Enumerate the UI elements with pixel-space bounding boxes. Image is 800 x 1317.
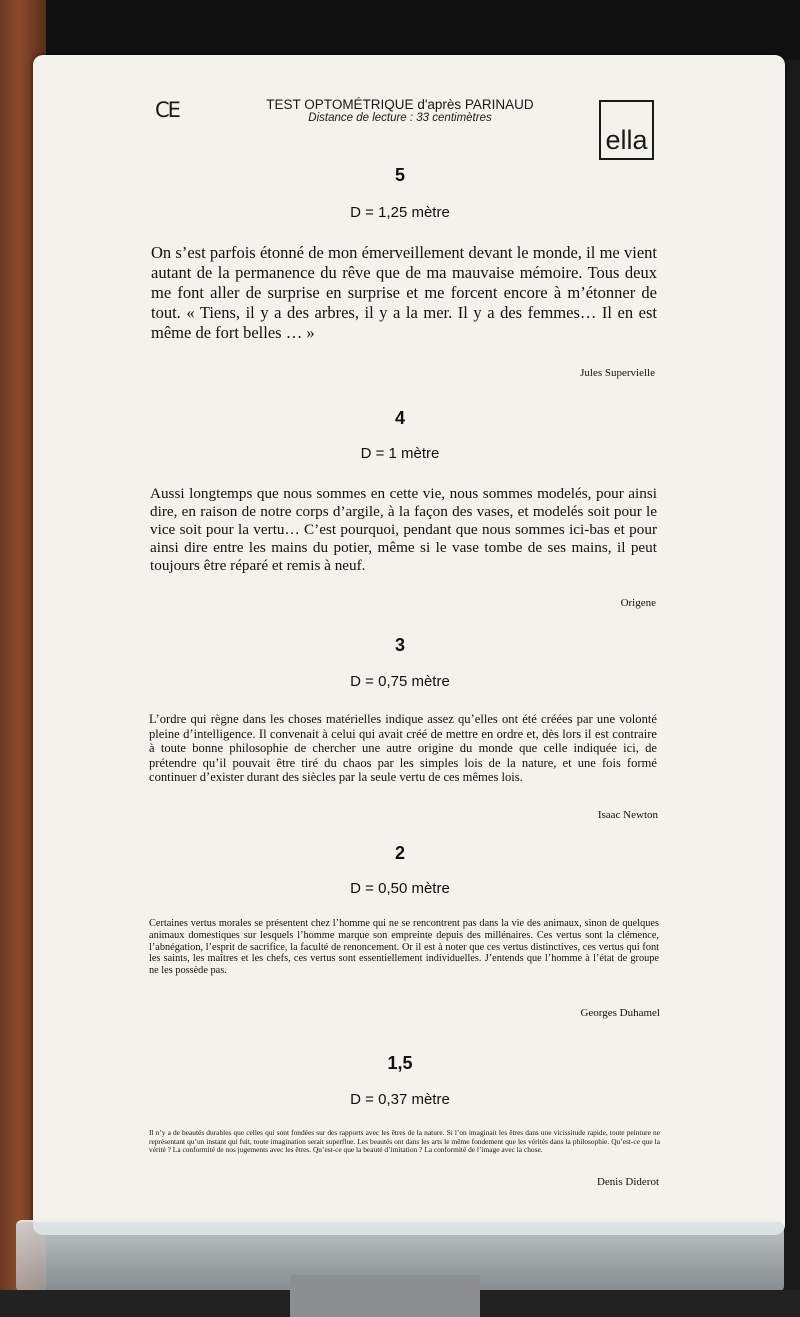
ella-logo: ella [599, 100, 654, 160]
ce-mark: CE [155, 98, 179, 122]
holder-stand [290, 1275, 480, 1317]
section-text: Il n’y a de beautés durables que celles qui sont fondées sur des rapports avec les êtres de la nature. Si l’on imaginait les êtres dans une vicissitude rapide, toute peinture ne représentant qu’un instant qui fuit, toute imagination serait superflue. Les beautés ont dans les arts le même fondement que les vérités dans la philosophie. Qu’est-ce que la vérité ? La conformité de nos jugements avec les êtres. Qu’est-ce que la beauté d’imitation ? La conformité de l’image avec la chose. [149, 1128, 660, 1154]
section-text: Aussi longtemps que nous sommes en cette vie, nous sommes modelés, pour ainsi dire, en raison de notre corps d’argile, à la façon des vases, et modelés soit pour le vice soit pour la vertu… C’est pourquoi, pendant que nous sommes ici-bas et pour ainsi dire entre les mains du potier, même si le vase tombe de ses mains, il peut toujours être réparé et remis à neuf. [150, 485, 657, 574]
section-text: L’ordre qui règne dans les choses matérielles indique assez qu’elles ont été créées par une volonté pleine d’intelligence. Il convenait à celui qui avait créé de mettre en ordre et, dès lors il est contraire à toute bonne philosophie de chercher une autre origine du monde que celle indiquée ici, de prétendre qu’il pouvait être tiré du chaos par les simples lois de la nature, et une fois formé continuer d’exister durant des siècles par la seule vertu de ces mêmes lois. [149, 712, 657, 784]
section-number: 2 [394, 843, 405, 863]
section-distance: D = 0,50 mètre [350, 880, 450, 897]
section-number: 4 [394, 408, 405, 428]
section-text: On s’est parfois étonné de mon émerveillement devant le monde, il me vient autant de la permanence du rêve que de ma mauvaise mémoire. Tous deux me font aller de surprise en surprise et me forcent encore à m’étonner de tout. « Tiens, il y a des arbres, il y a la mer. Il y a des femmes… Il en est même de fort belles … » [151, 243, 657, 342]
section-author: Denis Diderot [596, 1176, 659, 1188]
section-distance: D = 1 mètre [360, 445, 440, 462]
section-distance: D = 0,37 mètre [350, 1091, 450, 1108]
card-title: TEST OPTOMÉTRIQUE d'après PARINAUD [266, 97, 534, 112]
section-author: Jules Supervielle [580, 367, 655, 379]
section-number: 1,5 [387, 1053, 413, 1073]
section-author: Origene [620, 597, 656, 609]
card-subtitle: Distance de lecture : 33 centimètres [308, 112, 492, 124]
section-number: 3 [394, 635, 405, 655]
section-author: Georges Duhamel [580, 1007, 660, 1019]
section-text: Certaines vertus morales se présentent chez l’homme qui ne se rencontrent pas dans la vie des animaux, sinon de quelques animaux domestiques sur lesquels l’homme marque son empreinte depuis des millénaires. Ces vertus sont la clémence, l’abnégation, l’esprit de sacrifice, la faculté de renoncement. Or il est à noter que ces vertus distinctives, ces vertus qui font les saints, les maîtres et les chefs, ces vertus sont essentiellement individuelles. J’entends que l’homme à l’état de groupe ne les possède pas. [149, 918, 659, 977]
section-distance: D = 0,75 mètre [350, 673, 450, 690]
section-author: Isaac Newton [597, 809, 658, 821]
section-number: 5 [394, 165, 405, 185]
section-distance: D = 1,25 mètre [350, 204, 450, 221]
dark-background [46, 0, 800, 60]
